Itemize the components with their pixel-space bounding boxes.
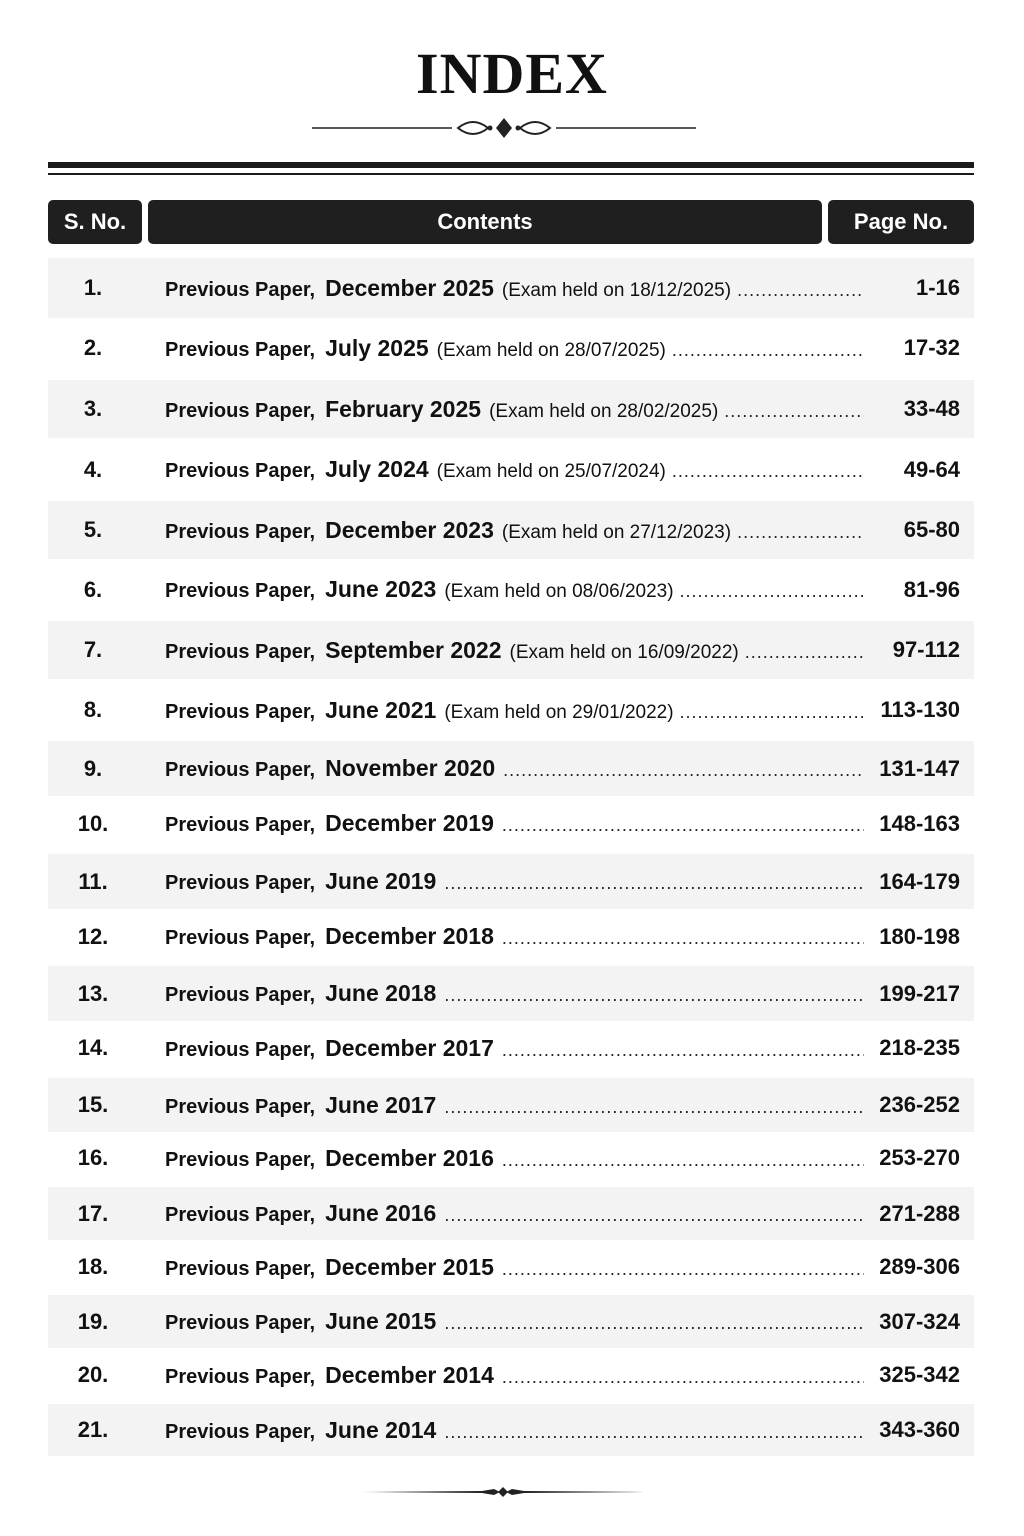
row-page-range: 343-360: [879, 1417, 960, 1442]
row-serial-number: 3.: [83, 396, 103, 421]
row-dot-leader: [444, 1097, 864, 1118]
row-dot-leader: [502, 1150, 864, 1171]
row-label: Previous Paper,: [165, 927, 316, 949]
row-dot-leader: [672, 461, 864, 482]
table-row: [48, 797, 974, 850]
row-serial-number: 14.: [77, 1035, 109, 1060]
header-rule-thin: [48, 173, 974, 175]
row-label: Previous Paper,: [165, 580, 316, 602]
row-page-range: 131-147: [879, 755, 960, 781]
row-label: Previous Paper,: [165, 700, 316, 723]
row-serial-number: 8.: [83, 697, 103, 722]
row-contents: [165, 1254, 864, 1281]
row-serial-number: 9.: [83, 755, 103, 781]
row-page-range: 253-270: [879, 1145, 960, 1170]
row-dot-leader: [724, 401, 864, 422]
row-dot-leader: [444, 873, 864, 894]
row-edition: June 2018: [325, 980, 437, 1006]
table-row: [48, 1078, 974, 1132]
table-row: [48, 1132, 974, 1184]
row-serial-number: 20.: [77, 1362, 109, 1387]
row-dot-leader: [502, 1040, 864, 1061]
row-label: Previous Paper,: [165, 984, 316, 1006]
row-edition: June 2016: [325, 1200, 437, 1226]
row-serial-number: 16.: [77, 1145, 109, 1170]
row-serial-number: 1.: [83, 275, 103, 300]
row-exam-date: (Exam held on 27/12/2023): [501, 521, 732, 543]
row-contents: [165, 810, 864, 837]
column-header-sno: S. No.: [48, 200, 142, 244]
row-dot-leader: [672, 340, 864, 361]
row-contents: [165, 1308, 864, 1335]
row-edition: June 2019: [325, 868, 437, 894]
row-page-range: 33-48: [903, 396, 960, 421]
row-label: Previous Paper,: [165, 1365, 316, 1388]
row-dot-leader: [737, 280, 864, 301]
row-page-range: 1-16: [915, 275, 960, 300]
row-label: Previous Paper,: [165, 640, 316, 663]
row-label: Previous Paper,: [165, 759, 316, 781]
row-label: Previous Paper,: [165, 1312, 316, 1334]
row-contents: [165, 517, 864, 544]
table-row: [48, 1241, 974, 1293]
row-label: Previous Paper,: [165, 1204, 316, 1226]
row-serial-number: 2.: [83, 335, 103, 360]
row-dot-leader: [444, 1313, 864, 1334]
row-exam-date: (Exam held on 08/06/2023): [444, 581, 674, 602]
row-page-range: 164-179: [879, 868, 960, 894]
row-dot-leader: [502, 1367, 864, 1388]
row-dot-leader: [502, 1259, 864, 1280]
table-row: [48, 441, 974, 498]
table-row: [48, 910, 974, 963]
row-contents: [165, 1362, 864, 1389]
row-exam-date: (Exam held on 28/07/2025): [436, 339, 666, 361]
row-serial-number: 5.: [83, 517, 103, 542]
row-label: Previous Paper,: [165, 1095, 316, 1118]
row-page-range: 325-342: [879, 1362, 960, 1387]
row-contents: [165, 1200, 864, 1227]
row-serial-number: 15.: [77, 1092, 109, 1117]
row-edition: September 2022: [325, 636, 502, 663]
row-serial-number: 19.: [77, 1308, 109, 1334]
table-row: [48, 621, 974, 679]
row-label: Previous Paper,: [165, 1038, 316, 1061]
row-contents: [165, 1035, 864, 1062]
row-edition: June 2015: [325, 1308, 437, 1334]
row-label: Previous Paper,: [165, 520, 316, 543]
row-dot-leader: [680, 702, 864, 723]
row-page-range: 271-288: [879, 1200, 960, 1226]
row-dot-leader: [737, 522, 864, 543]
ornament-divider-icon: [312, 116, 696, 140]
row-label: Previous Paper,: [165, 399, 316, 422]
table-row: [48, 741, 974, 796]
row-dot-leader: [680, 581, 864, 602]
row-dot-leader: [444, 1422, 864, 1443]
row-page-range: 199-217: [879, 980, 960, 1006]
row-dot-leader: [444, 1205, 864, 1226]
row-page-range: 49-64: [903, 456, 960, 482]
row-serial-number: 21.: [77, 1417, 109, 1442]
table-row: [48, 1187, 974, 1240]
table-row: [48, 258, 974, 318]
row-edition: July 2024: [325, 456, 429, 482]
row-contents: [165, 637, 864, 664]
row-exam-date: (Exam held on 25/07/2024): [436, 461, 666, 482]
row-serial-number: 4.: [83, 456, 103, 482]
table-row: [48, 501, 974, 559]
row-page-range: 180-198: [879, 923, 960, 949]
row-edition: July 2025: [325, 334, 429, 361]
row-page-range: 148-163: [879, 810, 960, 836]
row-contents: [165, 1092, 864, 1119]
table-row: [48, 1404, 974, 1456]
row-label: Previous Paper,: [165, 814, 316, 836]
row-edition: June 2023: [325, 576, 437, 602]
row-page-range: 81-96: [903, 576, 960, 602]
row-edition: December 2025: [325, 274, 494, 301]
row-contents: [165, 396, 864, 423]
column-header-page: Page No.: [828, 200, 974, 244]
row-edition: June 2017: [325, 1091, 437, 1118]
table-row: [48, 1349, 974, 1401]
row-edition: December 2014: [325, 1361, 494, 1388]
table-row: [48, 561, 974, 618]
row-serial-number: 12.: [77, 923, 109, 949]
header-rule-thick: [48, 162, 974, 168]
table-row: [48, 854, 974, 909]
row-exam-date: (Exam held on 28/02/2025): [489, 400, 719, 422]
table-row: [48, 682, 974, 738]
row-page-range: 289-306: [879, 1254, 960, 1279]
table-row: [48, 380, 974, 438]
row-serial-number: 17.: [77, 1200, 109, 1226]
page-title: INDEX: [416, 41, 608, 106]
row-contents: [165, 456, 864, 483]
row-label: Previous Paper,: [165, 1257, 316, 1280]
row-contents: [165, 1145, 864, 1172]
row-exam-date: (Exam held on 29/01/2022): [444, 701, 674, 723]
row-dot-leader: [502, 815, 864, 836]
row-page-range: 17-32: [903, 335, 960, 360]
row-label: Previous Paper,: [165, 278, 316, 301]
ornament-divider-bottom-icon: [362, 1482, 644, 1502]
row-contents: [165, 868, 864, 895]
row-serial-number: 11.: [78, 868, 108, 894]
row-page-range: 236-252: [879, 1092, 960, 1117]
row-serial-number: 10.: [77, 810, 109, 836]
row-edition: February 2025: [325, 395, 482, 422]
row-edition: December 2019: [325, 810, 494, 836]
row-label: Previous Paper,: [165, 460, 316, 482]
row-serial-number: 7.: [83, 637, 103, 662]
row-exam-date: (Exam held on 18/12/2025): [501, 279, 732, 301]
row-edition: December 2016: [325, 1144, 494, 1171]
row-label: Previous Paper,: [165, 338, 316, 361]
table-row: [48, 320, 974, 376]
row-label: Previous Paper,: [165, 872, 316, 894]
row-page-range: 113-130: [880, 697, 960, 722]
row-page-range: 97-112: [892, 637, 960, 662]
row-contents: [165, 923, 864, 950]
row-contents: [165, 980, 864, 1007]
row-page-range: 218-235: [879, 1035, 960, 1060]
row-edition: December 2015: [325, 1253, 494, 1280]
row-edition: December 2018: [325, 923, 494, 949]
row-page-range: 307-324: [879, 1308, 960, 1334]
row-edition: June 2021: [325, 696, 437, 723]
row-dot-leader: [444, 985, 864, 1006]
column-header-contents: Contents: [148, 200, 822, 244]
row-contents: [165, 576, 864, 603]
row-edition: December 2017: [325, 1034, 494, 1061]
row-page-range: 65-80: [903, 517, 960, 542]
row-edition: November 2020: [325, 755, 496, 781]
row-serial-number: 6.: [83, 576, 103, 602]
row-contents: [165, 335, 864, 362]
row-contents: [165, 755, 864, 782]
row-label: Previous Paper,: [165, 1420, 316, 1443]
row-serial-number: 18.: [77, 1254, 109, 1279]
row-dot-leader: [503, 760, 864, 781]
row-exam-date: (Exam held on 16/09/2022): [509, 641, 739, 663]
row-serial-number: 13.: [77, 980, 109, 1006]
row-dot-leader: [502, 928, 864, 949]
row-dot-leader: [745, 642, 864, 663]
table-row: [48, 966, 974, 1021]
row-contents: [165, 1417, 864, 1444]
table-row: [48, 1022, 974, 1074]
table-row: [48, 1295, 974, 1348]
row-label: Previous Paper,: [165, 1148, 316, 1171]
row-contents: [165, 275, 864, 302]
row-contents: [165, 697, 864, 724]
row-edition: December 2023: [325, 516, 494, 543]
row-edition: June 2014: [325, 1416, 437, 1443]
